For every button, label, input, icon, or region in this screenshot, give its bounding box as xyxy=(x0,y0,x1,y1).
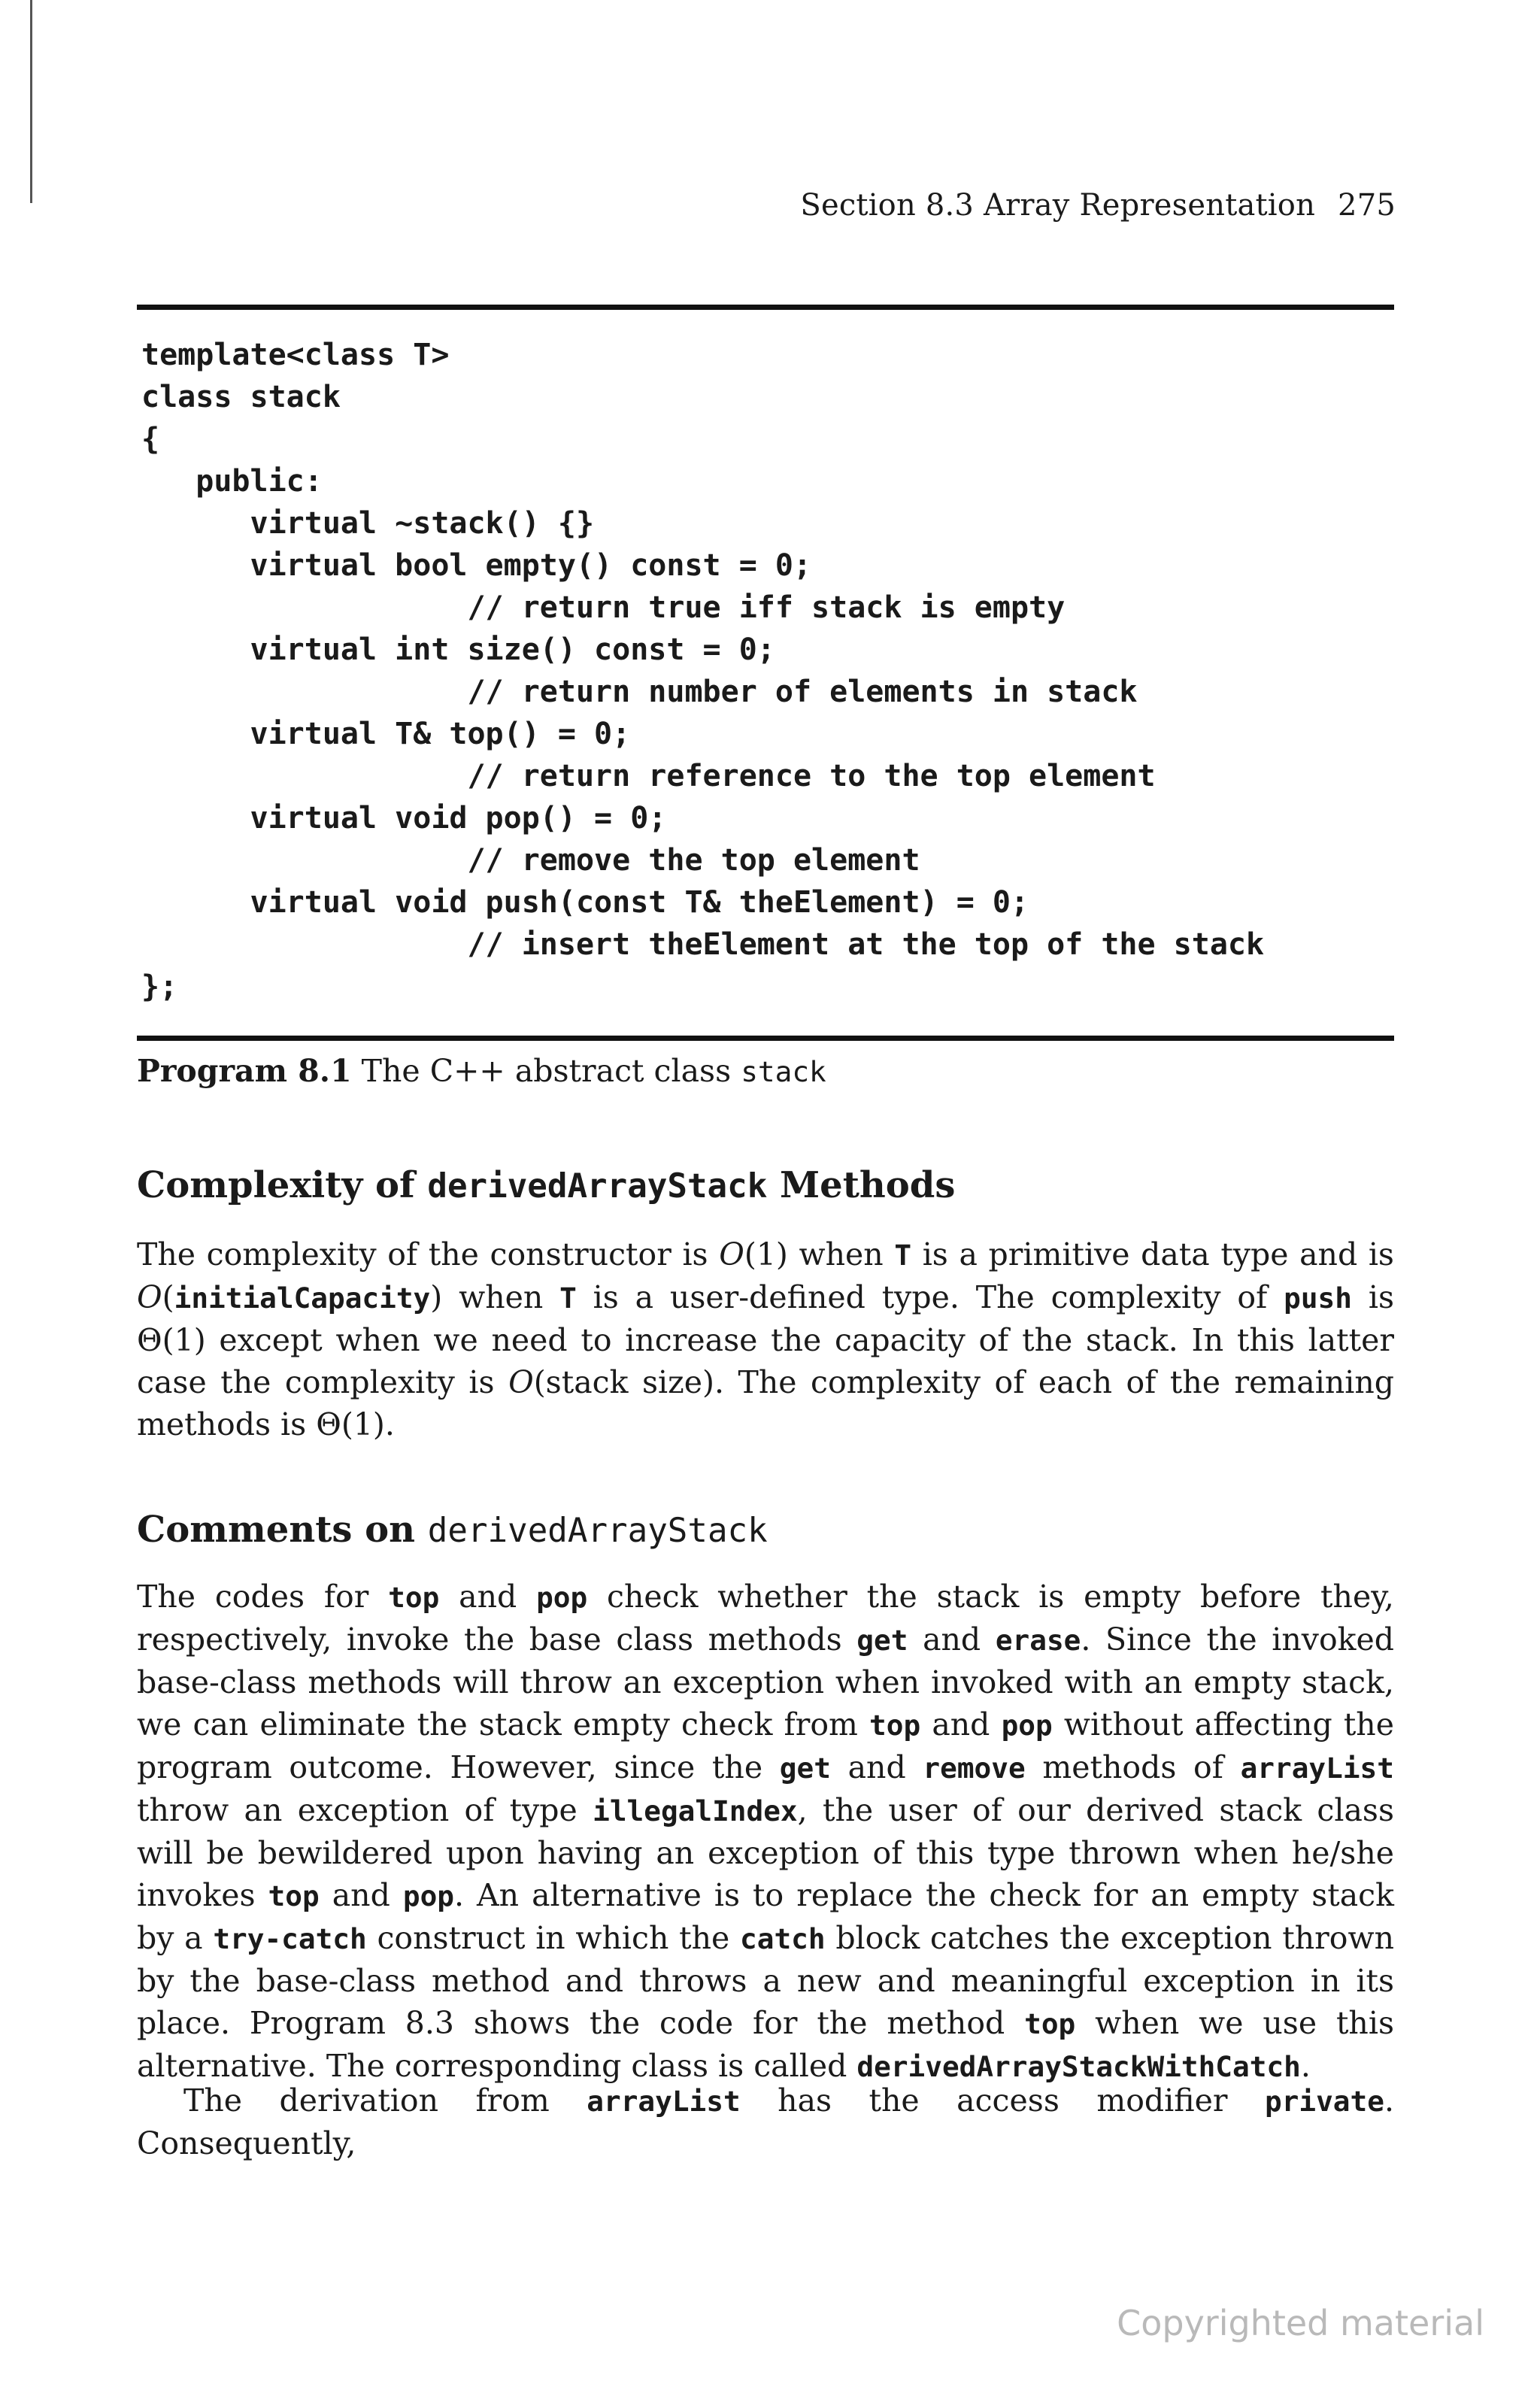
code-line: // return true iff stack is empty xyxy=(141,590,1066,625)
heading-code: derivedArrayStack xyxy=(427,1512,768,1550)
code-line: virtual T& top() = 0; xyxy=(141,717,631,751)
heading-text: Comments on xyxy=(137,1509,416,1551)
code-line: }; xyxy=(141,969,178,1004)
code-line: virtual void pop() = 0; xyxy=(141,801,667,836)
code-line: virtual void push(const T& theElement) = 0; xyxy=(141,885,1029,920)
paragraph-comments: The codes for top and pop check whether the stack is empty before they, respectively, invoke the base class methods get and erase. Since the invoked base-class methods will throw an exception when invoked with an empty stack, we can eliminate the stack empty check from top and pop without affecting the program outcome. However, since the get and remove methods of arrayList throw an exception of type illegalIndex, the user of our derived stack class will be bewildered upon having an exception of this type thrown when he/she invokes top and pop. An alternative is to replace the check for an empty stack by a try-catch construct in which the catch block catches the exception thrown by the base-class method and throws a new and meaningful exception in its place. Program 8.3 shows the code for the method top when we use this alternative. The corresponding class is called derivedArrayStackWithCatch. xyxy=(137,1579,1394,2084)
code-line: // insert theElement at the top of the stack xyxy=(141,927,1265,962)
code-line: // return reference to the top element xyxy=(141,759,1156,793)
code-line: { xyxy=(141,422,160,456)
program-top-rule xyxy=(137,305,1394,310)
code-listing xyxy=(141,334,1264,1008)
code-line: virtual ~stack() {} xyxy=(141,506,595,541)
page-number: 275 xyxy=(1338,188,1396,223)
section-heading-complexity xyxy=(137,1164,955,1206)
code-line: class stack xyxy=(141,380,341,414)
caption-code: stack xyxy=(741,1055,826,1088)
code-line: public: xyxy=(141,464,323,499)
caption-text: The C++ abstract class xyxy=(361,1053,732,1089)
scan-gutter-line xyxy=(30,0,32,203)
code-line: // remove the top element xyxy=(141,843,920,878)
heading-text: Complexity of xyxy=(137,1164,415,1206)
heading-text: Methods xyxy=(780,1164,956,1206)
heading-code: derivedArrayStack xyxy=(427,1167,768,1206)
copyright-watermark: Copyrighted material xyxy=(1117,2303,1484,2343)
program-bottom-rule xyxy=(137,1036,1394,1041)
code-line: virtual int size() const = 0; xyxy=(141,632,775,667)
code-line: template<class T> xyxy=(141,338,450,372)
program-caption xyxy=(137,1053,826,1089)
running-header xyxy=(800,188,1396,223)
caption-label: Program 8.1 xyxy=(137,1053,352,1089)
code-line: virtual bool empty() const = 0; xyxy=(141,548,812,583)
section-heading-comments xyxy=(137,1509,768,1551)
paragraph-derivation: The derivation from arrayList has the access modifier private. Consequently, xyxy=(137,2082,1394,2161)
paragraph-complexity: The complexity of the constructor is O(1) when T is a primitive data type and is O(initialCapacity) when T is a user-defined type. The complexity of push is Θ(1) except when we need to increase the capacity of the stack. In this latter case the complexity is O(stack size). The complexity of each of the remaining methods is Θ(1). xyxy=(137,1236,1394,1442)
code-line: // return number of elements in stack xyxy=(141,675,1138,709)
section-title: Section 8.3 Array Representation xyxy=(800,188,1316,223)
